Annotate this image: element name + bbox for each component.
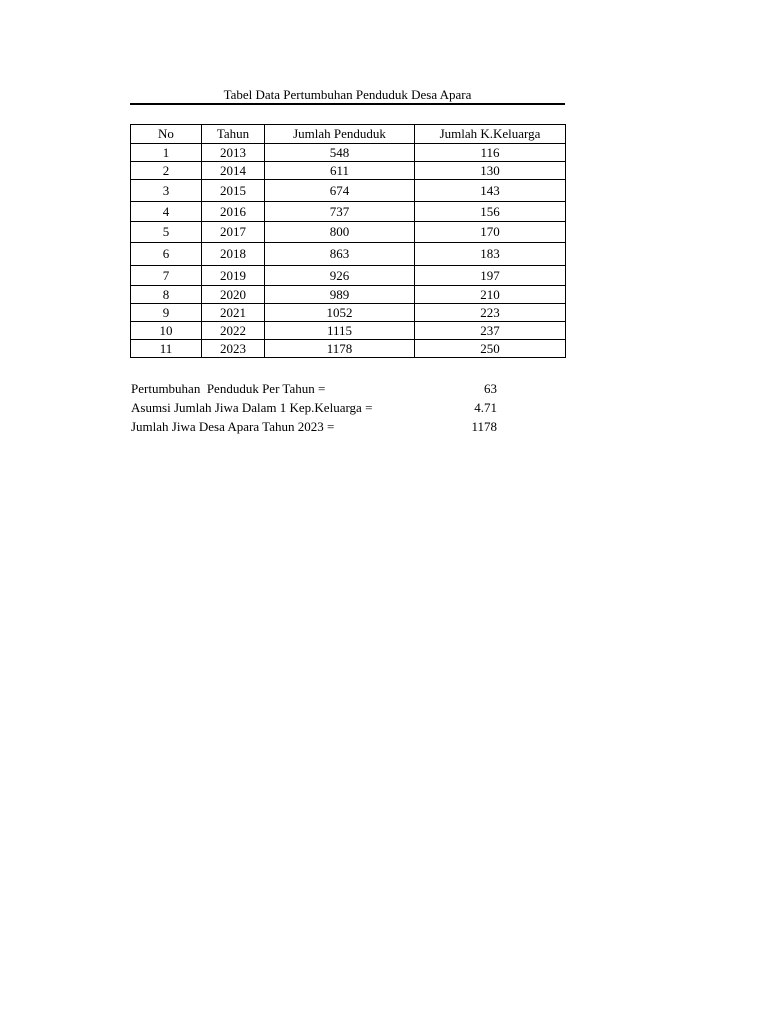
table-row bbox=[131, 222, 566, 243]
table-row bbox=[131, 180, 566, 202]
cell-no: 9 bbox=[131, 304, 202, 322]
cell-jumlah-keluarga: 116 bbox=[415, 144, 566, 162]
table-row bbox=[131, 286, 566, 304]
title-underline bbox=[130, 103, 565, 105]
cell-tahun: 2015 bbox=[202, 180, 265, 202]
cell-jumlah-keluarga: 143 bbox=[415, 180, 566, 202]
summary-value: 4.71 bbox=[474, 400, 497, 415]
population-table bbox=[130, 124, 566, 358]
summary-value: 1178 bbox=[471, 419, 497, 434]
cell-no: 3 bbox=[131, 180, 202, 202]
cell-jumlah-keluarga: 223 bbox=[415, 304, 566, 322]
cell-tahun: 2018 bbox=[202, 243, 265, 266]
cell-jumlah-keluarga: 156 bbox=[415, 202, 566, 222]
cell-jumlah-keluarga: 183 bbox=[415, 243, 566, 266]
summary-label: Jumlah Jiwa Desa Apara Tahun 2023 = bbox=[131, 419, 335, 434]
summary-row bbox=[131, 400, 511, 419]
cell-tahun: 2021 bbox=[202, 304, 265, 322]
header-tahun: Tahun bbox=[202, 125, 265, 144]
page-title: Tabel Data Pertumbuhan Penduduk Desa Apara bbox=[223, 87, 472, 102]
cell-no: 4 bbox=[131, 202, 202, 222]
cell-jumlah-penduduk: 863 bbox=[265, 243, 415, 266]
cell-jumlah-penduduk: 1052 bbox=[265, 304, 415, 322]
cell-tahun: 2023 bbox=[202, 340, 265, 358]
cell-no: 1 bbox=[131, 144, 202, 162]
cell-jumlah-keluarga: 237 bbox=[415, 322, 566, 340]
cell-tahun: 2016 bbox=[202, 202, 265, 222]
cell-jumlah-keluarga: 250 bbox=[415, 340, 566, 358]
table-body bbox=[131, 144, 566, 358]
cell-jumlah-keluarga: 130 bbox=[415, 162, 566, 180]
cell-no: 11 bbox=[131, 340, 202, 358]
cell-jumlah-penduduk: 737 bbox=[265, 202, 415, 222]
cell-jumlah-penduduk: 674 bbox=[265, 180, 415, 202]
cell-tahun: 2013 bbox=[202, 144, 265, 162]
cell-no: 7 bbox=[131, 266, 202, 286]
cell-jumlah-penduduk: 1115 bbox=[265, 322, 415, 340]
cell-tahun: 2017 bbox=[202, 222, 265, 243]
cell-no: 6 bbox=[131, 243, 202, 266]
cell-no: 10 bbox=[131, 322, 202, 340]
cell-tahun: 2022 bbox=[202, 322, 265, 340]
cell-tahun: 2019 bbox=[202, 266, 265, 286]
table-row bbox=[131, 202, 566, 222]
cell-tahun: 2020 bbox=[202, 286, 265, 304]
cell-jumlah-keluarga: 210 bbox=[415, 286, 566, 304]
cell-jumlah-penduduk: 1178 bbox=[265, 340, 415, 358]
summary-row bbox=[131, 381, 511, 400]
table-row bbox=[131, 322, 566, 340]
table-header-row bbox=[131, 125, 566, 144]
table-row bbox=[131, 340, 566, 358]
cell-jumlah-penduduk: 548 bbox=[265, 144, 415, 162]
cell-jumlah-penduduk: 989 bbox=[265, 286, 415, 304]
table-row bbox=[131, 266, 566, 286]
summary-row bbox=[131, 419, 511, 438]
cell-jumlah-keluarga: 170 bbox=[415, 222, 566, 243]
summary-label: Pertumbuhan Penduduk Per Tahun = bbox=[131, 381, 326, 396]
cell-no: 8 bbox=[131, 286, 202, 304]
cell-no: 2 bbox=[131, 162, 202, 180]
cell-jumlah-keluarga: 197 bbox=[415, 266, 566, 286]
header-jumlah-penduduk: Jumlah Penduduk bbox=[265, 125, 415, 144]
summary-value: 63 bbox=[484, 381, 497, 396]
table-row bbox=[131, 304, 566, 322]
table-row bbox=[131, 243, 566, 266]
cell-jumlah-penduduk: 800 bbox=[265, 222, 415, 243]
cell-tahun: 2014 bbox=[202, 162, 265, 180]
cell-no: 5 bbox=[131, 222, 202, 243]
summary-block bbox=[131, 381, 511, 438]
cell-jumlah-penduduk: 611 bbox=[265, 162, 415, 180]
table-row bbox=[131, 162, 566, 180]
table-row bbox=[131, 144, 566, 162]
summary-label: Asumsi Jumlah Jiwa Dalam 1 Kep.Keluarga = bbox=[131, 400, 373, 415]
cell-jumlah-penduduk: 926 bbox=[265, 266, 415, 286]
header-jumlah-keluarga: Jumlah K.Keluarga bbox=[415, 125, 566, 144]
header-no: No bbox=[131, 125, 202, 144]
